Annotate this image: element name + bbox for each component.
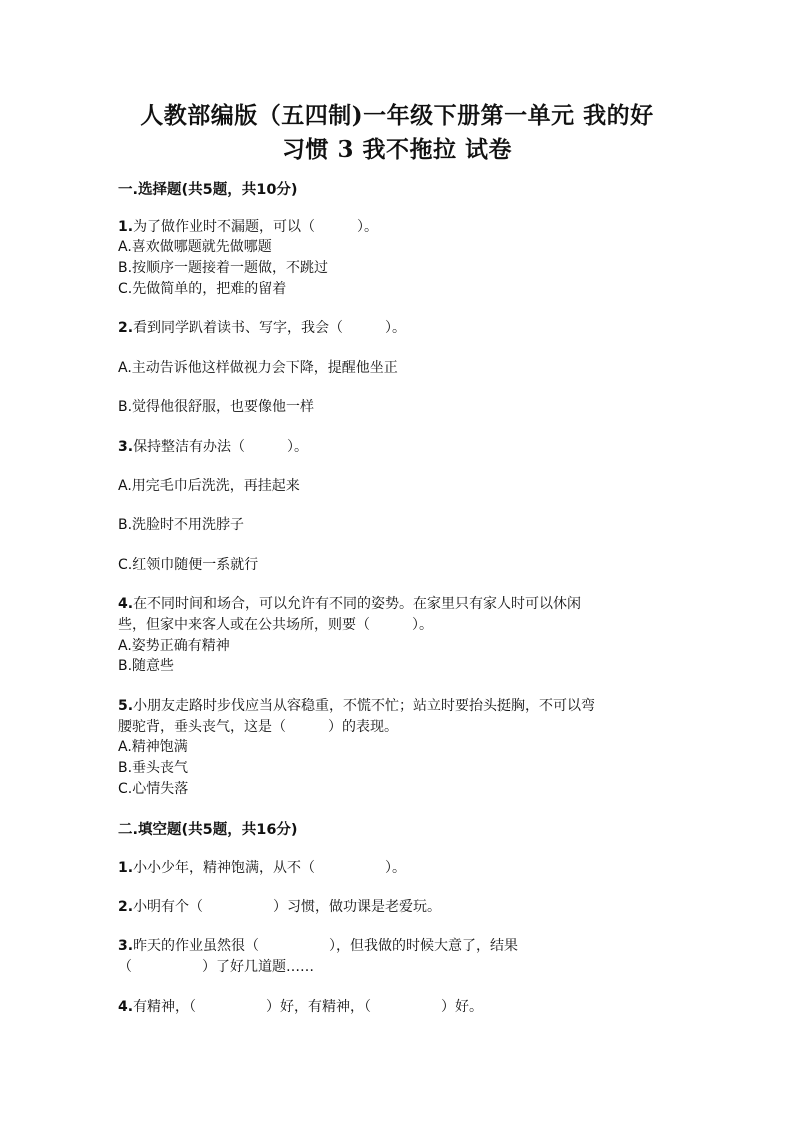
question-5 (118, 696, 595, 716)
section-heading-choice: 一.选择题(共5题，共10分) (118, 182, 298, 198)
question-stem: 小朋友走路时步伐应当从容稳重，不慌不忙；站立时要抬头挺胸，不可以弯 (133, 698, 596, 714)
question-number: 1. (118, 219, 134, 235)
option-b: B.按顺序一题接着一题做，不跳过 (118, 260, 329, 276)
question-stem: 看到同学趴着读书、写字，我会（ ）。 (133, 320, 407, 336)
blank-question-1 (118, 858, 406, 878)
question-stem: 为了做作业时不漏题，可以（ ）。 (133, 219, 379, 235)
question-3 (118, 437, 308, 457)
question-4 (118, 594, 581, 614)
question-number: 1. (118, 860, 134, 876)
option-a: A.用完毛巾后洗洗，再挂起来 (118, 478, 300, 494)
question-1 (118, 217, 378, 237)
option-c: C.心情失落 (118, 781, 189, 797)
question-number: 2. (118, 320, 134, 336)
option-b: B.觉得他很舒服，也要像他一样 (118, 399, 315, 415)
question-stem: 保持整洁有办法（ ）。 (133, 439, 309, 455)
option-b: B.垂头丧气 (118, 760, 189, 776)
blank-question-2 (118, 897, 441, 917)
option-c: C.先做简单的，把难的留着 (118, 281, 287, 297)
question-number: 4. (118, 596, 134, 612)
question-stem: 昨天的作业虽然很（ ），但我做的时候大意了，结果 (133, 938, 519, 954)
question-stem: 小小少年，精神饱满，从不（ ）。 (133, 860, 407, 876)
question-number: 3. (118, 439, 134, 455)
question-stem-continued: 腰驼背，垂头丧气，这是（ ）的表现。 (118, 719, 398, 735)
option-a: A.主动告诉他这样做视力会下降，提醒他坐正 (118, 360, 398, 376)
section-heading-fill-blank: 二.填空题(共5题，共16分) (118, 822, 298, 838)
question-number: 2. (118, 899, 134, 915)
page-title-line-1: 人教部编版（五四制)一年级下册第一单元 我的好 (140, 102, 654, 129)
question-stem-continued: （ ）了好几道题…… (118, 959, 314, 975)
page-title-line-2: 习惯 3 我不拖拉 试卷 (281, 136, 513, 163)
question-stem: 有精神，（ ）好，有精神，（ ）好。 (133, 999, 484, 1015)
option-a: A.精神饱满 (118, 739, 188, 755)
question-number: 3. (118, 938, 134, 954)
question-stem-continued: 些，但家中来客人或在公共场所，则要（ ）。 (118, 617, 433, 633)
question-number: 4. (118, 999, 134, 1015)
option-a: A.喜欢做哪题就先做哪题 (118, 239, 272, 255)
question-stem: 在不同时间和场合，可以允许有不同的姿势。在家里只有家人时可以休闲 (133, 596, 582, 612)
blank-question-4 (118, 997, 483, 1017)
option-b: B.洗脸时不用洗脖子 (118, 517, 245, 533)
question-2 (118, 318, 406, 338)
question-number: 5. (118, 698, 134, 714)
option-b: B.随意些 (118, 658, 175, 674)
question-stem: 小明有个（ ）习惯，做功课是老爱玩。 (133, 899, 442, 915)
option-c: C.红领巾随便一系就行 (118, 557, 259, 573)
blank-question-3 (118, 936, 518, 956)
option-a: A.姿势正确有精神 (118, 638, 230, 654)
